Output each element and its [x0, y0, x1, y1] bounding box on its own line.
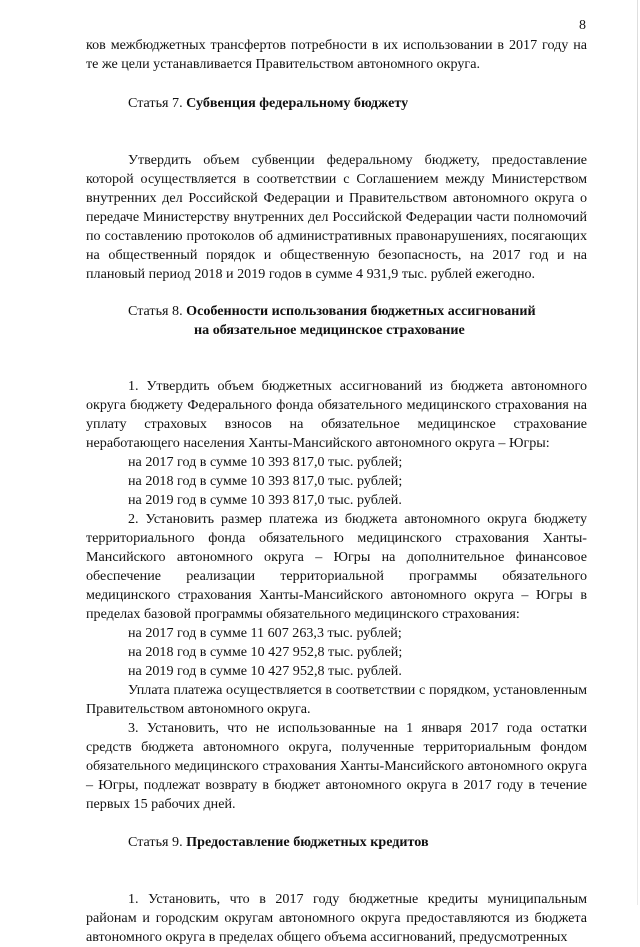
article-7-paragraph: Утвердить объем субвенции федеральному бюджету, предоставление которой осуществляется в соответствии с Соглашением между Министерством внутренних дел Российской Федерации и Правительством автономного округа о передаче Министерству внутренних дел Российской Федерации части полномочий по составлению протоколов об административных правонарушениях, посягающих на общественный порядок и общественную безопасность, на 2017 год и на плановый период 2018 и 2019 годов в сумме 4 931,9 тыс. рублей ежегодно. — [86, 152, 587, 282]
article-8-item-2: 2. Установить размер платежа из бюджета автономного округа бюджету территориального фонда обязательного медицинского страхования Ханты-Мансийского автономного округа – Югры на дополнительное финансовое обеспечение реализации территориальной программы обязательного медицинского страхования Ханты-Мансийского автономного округа – Югры в пределах базовой программы обязательного медицинского страхования: — [86, 511, 587, 622]
article-8-item-2-line-2019: на 2019 год в сумме 10 427 952,8 тыс. рублей. — [128, 663, 402, 679]
page-number: 8 — [579, 18, 586, 33]
article-7-label: Статья 7. — [128, 95, 183, 111]
page-edge — [637, 0, 638, 905]
article-9-title: Предоставление бюджетных кредитов — [186, 834, 429, 850]
article-9-label: Статья 9. — [128, 834, 183, 850]
article-9-heading — [86, 833, 587, 852]
article-8-item-2-line-2017: на 2017 год в сумме 11 607 263,3 тыс. рублей; — [128, 625, 402, 641]
article-7-heading — [86, 94, 587, 113]
document-body — [86, 36, 587, 947]
article-8-heading — [86, 302, 587, 340]
article-8-label: Статья 8. — [128, 303, 183, 319]
article-8-title: Особенности использования бюджетных ассигнований — [186, 303, 536, 319]
article-9-item-1: 1. Установить, что в 2017 году бюджетные кредиты муниципальным районам и городским округам автономного округа предоставляются из бюджета автономного округа в пределах общего объема ассигнований, предусмотренных — [86, 891, 587, 945]
article-8-item-1-line-2019: на 2019 год в сумме 10 393 817,0 тыс. рублей. — [128, 492, 402, 508]
article-8-item-2-note: Уплата платежа осуществляется в соответствии с порядком, установленным Правительством автономного округа. — [86, 682, 587, 717]
article-8-item-1: 1. Утвердить объем бюджетных ассигнований из бюджета автономного округа бюджету Федерального фонда обязательного медицинского страхования на уплату страховых взносов на обязательное медицинское страхование неработающего населения Ханты-Мансийского автономного округа – Югры: — [86, 378, 587, 451]
article-7-title: Субвенция федеральному бюджету — [186, 95, 409, 111]
intro-paragraph: ков межбюджетных трансфертов потребности в их использовании в 2017 году на те же цели устанавливается Правительством автономного округа. — [86, 37, 587, 72]
article-8-item-1-line-2018: на 2018 год в сумме 10 393 817,0 тыс. рублей; — [128, 473, 403, 489]
article-8-item-2-line-2018: на 2018 год в сумме 10 427 952,8 тыс. рублей; — [128, 644, 403, 660]
article-8-item-1-line-2017: на 2017 год в сумме 10 393 817,0 тыс. рублей; — [128, 454, 403, 470]
article-8-item-3: 3. Установить, что не использованные на 1 января 2017 года остатки средств бюджета автономного округа, полученные территориальным фондом обязательного медицинского страхования Ханты-Мансийского автономного округа – Югры, подлежат возврату в бюджет автономного округа в 2017 году в течение первых 15 рабочих дней. — [86, 720, 587, 812]
article-8-title-continuation: на обязательное медицинское страхование — [194, 322, 465, 338]
